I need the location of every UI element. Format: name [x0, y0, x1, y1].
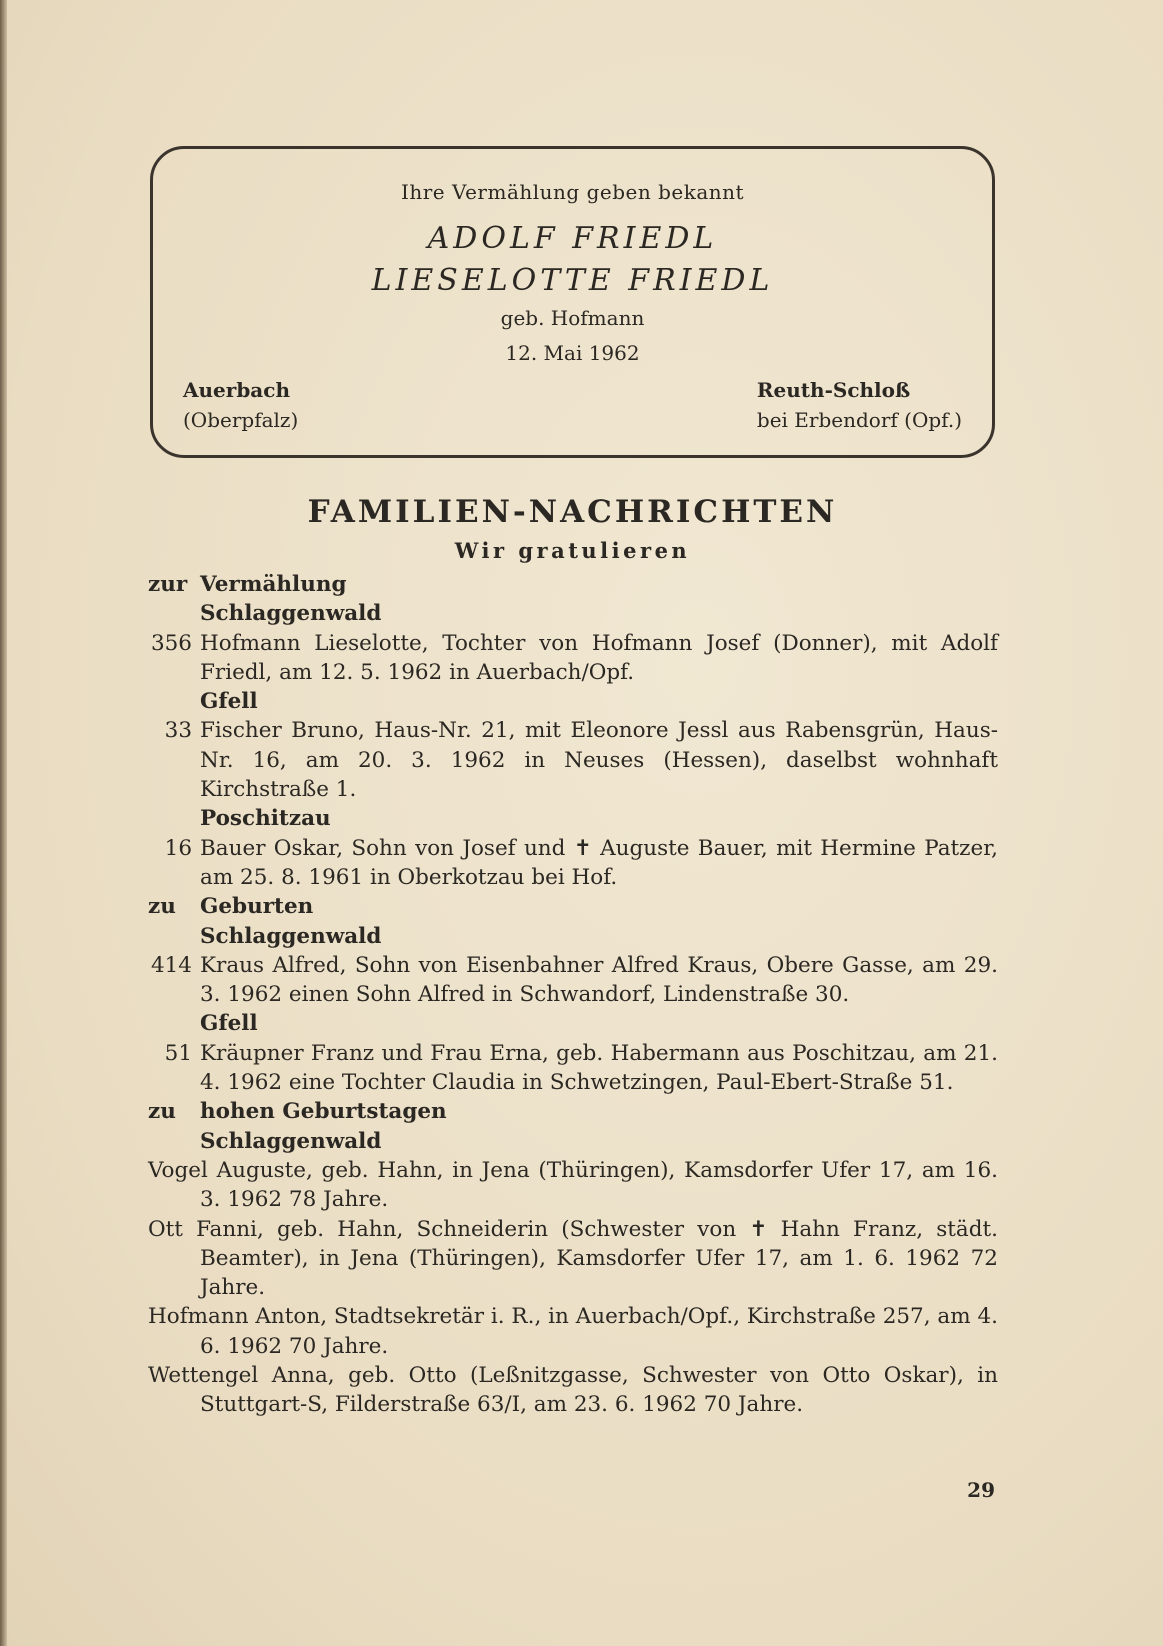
category-heading-marriages: zur Vermählung [148, 572, 347, 597]
place-heading: Schlaggenwald [200, 923, 382, 949]
left-region: (Oberpfalz) [183, 408, 299, 432]
right-place: Reuth-Schloß [756, 378, 911, 402]
section-subtitle: Wir gratulieren [454, 538, 691, 563]
house-number: 16 [164, 835, 192, 861]
wedding-date: 12. Mai 1962 [505, 341, 640, 365]
house-number: 414 [150, 952, 192, 978]
right-region: bei Erbendorf (Opf.) [756, 408, 962, 432]
left-place: Auerbach [183, 378, 290, 402]
category-heading-births: zu Geburten [148, 894, 314, 920]
entry-text: Fischer Bruno, Haus-Nr. 21, mit Eleonore Jessl aus Rabensgrün, Haus-Nr. 16, am 20. 3. 1962 in Neuses (Hessen), daselbst wohnhaft Kirchstraße 1. [200, 718, 998, 803]
section-title: FAMILIEN-NACHRICHTEN [307, 494, 838, 530]
house-number: 51 [164, 1040, 192, 1066]
wedding-announcement-box [150, 146, 995, 458]
page-number: 29 [967, 1478, 995, 1502]
list-item [148, 1039, 998, 1098]
place-heading: Schlaggenwald [200, 601, 382, 627]
bride-maiden-name: geb. Hofmann [500, 306, 645, 330]
list-item [148, 951, 998, 1010]
entry-text: Kräupner Franz und Frau Erna, geb. Habermann aus Poschitzau, am 21. 4. 1962 eine Tochter Claudia in Schwetzingen, Paul-Ebert-Straße 51. [200, 1040, 998, 1096]
announcement-intro: Ihre Vermählung geben bekannt [400, 180, 745, 204]
announcement-left-address [183, 375, 298, 435]
list-item: Wettengel Anna, geb. Otto (Leßnitzgasse, Schwester von Otto Oskar), in Stuttgart-S, Filderstraße 63/I, am 23. 6. 1962 70 Jahre. [148, 1363, 998, 1418]
entry-text: Bauer Oskar, Sohn von Josef und ✝ Auguste Bauer, mit Hermine Patzer, am 25. 8. 1961 in Oberkotzau bei Hof. [200, 835, 998, 890]
place-heading: Gfell [200, 1011, 258, 1037]
house-number: 33 [164, 718, 192, 744]
list-item: Hofmann Anton, Stadtsekretär i. R., in Auerbach/Opf., Kirchstraße 257, am 4. 6. 1962 70 Jahre. [148, 1304, 998, 1359]
groom-name: ADOLF FRIEDL [427, 221, 718, 256]
list-item [148, 716, 998, 804]
list-item: Vogel Auguste, geb. Hahn, in Jena (Thüringen), Kamsdorfer Ufer 17, am 16. 3. 1962 78 Jahre. [148, 1157, 998, 1213]
announcement-right-address [757, 375, 962, 435]
place-heading: Poschitzau [200, 806, 331, 832]
bride-name: LIESELOTTE FRIEDL [371, 263, 774, 298]
list-item [148, 629, 998, 688]
entry-text: Kraus Alfred, Sohn von Eisenbahner Alfred Kraus, Obere Gasse, am 29. 3. 1962 einen Sohn Alfred in Schwandorf, Lindenstraße 30. [200, 952, 998, 1008]
entry-text: Hofmann Lieselotte, Tochter von Hofmann Josef (Donner), mit Adolf Friedl, am 12. 5. 1962 in Auerbach/Opf. [200, 630, 998, 685]
place-heading: Schlaggenwald [200, 1128, 382, 1154]
family-news-content [148, 570, 998, 1420]
place-heading: Gfell [200, 689, 258, 715]
house-number: 356 [150, 630, 192, 656]
category-heading-birthdays: zu hohen Geburtstagen [148, 1099, 447, 1125]
list-item [148, 834, 998, 893]
page-spine-shadow [0, 0, 7, 1646]
list-item: Ott Fanni, geb. Hahn, Schneiderin (Schwester von ✝ Hahn Franz, städt. Beamter), in Jena (Thüringen), Kamsdorfer Ufer 17, am 1. 6. 1962 72 Jahre. [148, 1216, 998, 1301]
